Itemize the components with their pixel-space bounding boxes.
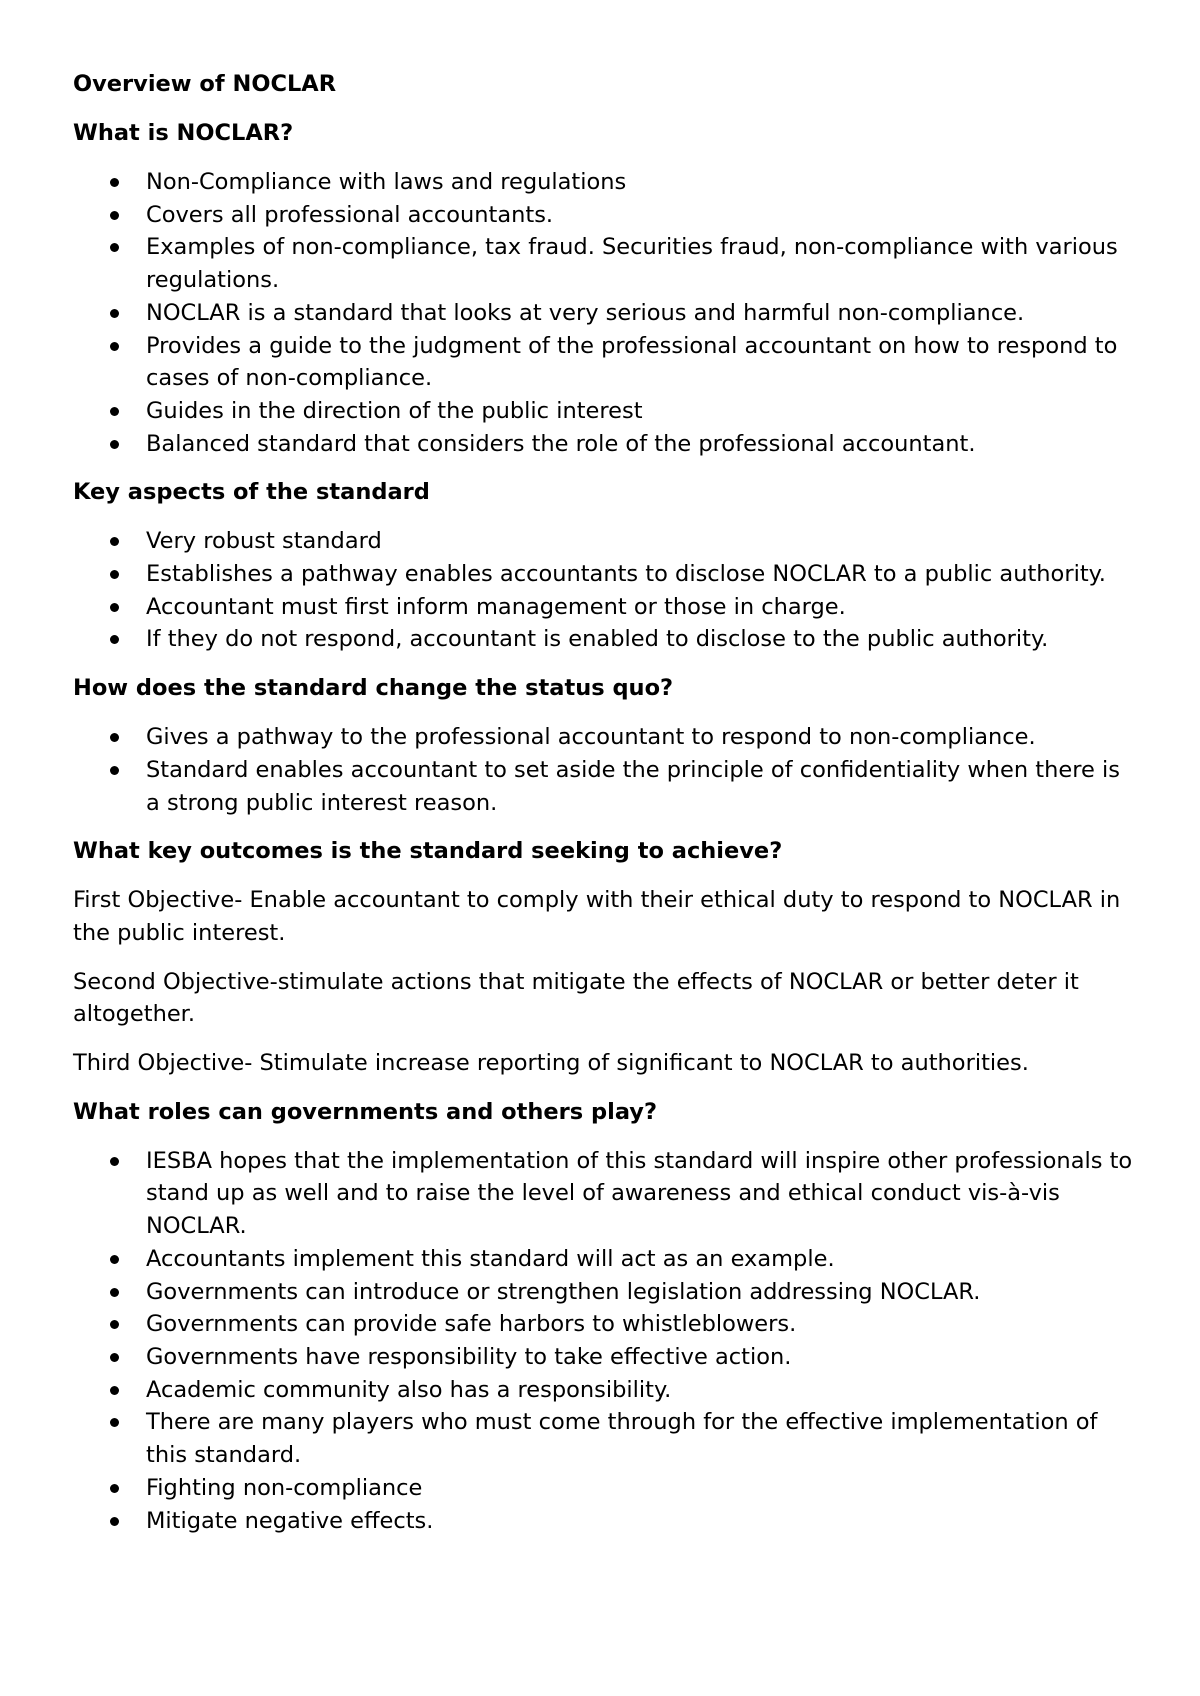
objective-paragraph: Second Objective-stimulate actions that mitigate the effects of NOCLAR or better deter it altogether.	[73, 968, 1079, 1028]
objective-paragraph: Third Objective- Stimulate increase reporting of significant to NOCLAR to authorities.	[73, 1050, 1029, 1077]
list-item	[73, 721, 1133, 754]
list-item-text: Gives a pathway to the professional accountant to respond to non-compliance.	[146, 724, 1036, 751]
list-item	[73, 1374, 1133, 1407]
section-heading: What roles can governments and others play?	[73, 1098, 658, 1125]
bullet-icon	[110, 178, 119, 187]
list-item	[73, 1308, 1133, 1341]
list-item	[73, 428, 1133, 461]
list-item	[73, 297, 1133, 330]
list-item-text: Governments have responsibility to take effective action.	[146, 1343, 792, 1370]
list-item	[73, 231, 1133, 296]
list-item-text: Very robust standard	[146, 528, 382, 555]
list-item	[73, 330, 1133, 395]
document-page	[73, 68, 1133, 1553]
section-heading: What key outcomes is the standard seeking to achieve?	[73, 838, 783, 865]
list-item-text: Covers all professional accountants.	[146, 201, 554, 228]
list-item	[73, 1145, 1133, 1243]
list-item-text: Academic community also has a responsibility.	[146, 1376, 672, 1403]
bullet-icon	[110, 1386, 119, 1395]
list-item	[73, 166, 1133, 199]
list-item-text: Accountants implement this standard will act as an example.	[146, 1245, 835, 1272]
bullet-icon	[110, 1484, 119, 1493]
section-heading: How does the standard change the status quo?	[73, 675, 674, 702]
list-item-text: Guides in the direction of the public interest	[146, 397, 643, 424]
bullet-list	[73, 166, 1133, 460]
list-item-text: IESBA hopes that the implementation of this standard will inspire other professionals to stand up as well and to raise the level of awareness and ethical conduct vis-à-vis NOCLAR.	[146, 1147, 1133, 1240]
list-item	[73, 1243, 1133, 1276]
list-item	[73, 591, 1133, 624]
list-item	[73, 525, 1133, 558]
bullet-icon	[110, 1320, 119, 1329]
bullet-icon	[110, 1353, 119, 1362]
list-item	[73, 1406, 1133, 1471]
list-item	[73, 754, 1133, 819]
list-item-text: Provides a guide to the judgment of the professional accountant on how to respond to cases of non-compliance.	[146, 332, 1118, 392]
bullet-icon	[110, 243, 119, 252]
objective-paragraph: First Objective- Enable accountant to comply with their ethical duty to respond to NOCLAR in the public interest.	[73, 887, 1121, 946]
list-item	[73, 1472, 1133, 1505]
list-item-text: Examples of non-compliance, tax fraud. Securities fraud, non-compliance with various regulations.	[146, 234, 1118, 294]
list-item-text: There are many players who must come through for the effective implementation of this standard.	[146, 1409, 1098, 1469]
bullet-list	[73, 721, 1133, 819]
bullet-icon	[110, 1157, 119, 1166]
bullet-icon	[110, 211, 119, 220]
bullet-list	[73, 1145, 1133, 1537]
bullet-list	[73, 525, 1133, 656]
list-item	[73, 1341, 1133, 1374]
bullet-icon	[110, 570, 119, 579]
bullet-icon	[110, 733, 119, 742]
list-item-text: Mitigate negative effects.	[146, 1507, 434, 1534]
list-item	[73, 199, 1133, 232]
bullet-icon	[110, 407, 119, 416]
list-item-text: Accountant must first inform management or those in charge.	[146, 593, 846, 620]
list-item-text: NOCLAR is a standard that looks at very serious and harmful non-compliance.	[146, 299, 1025, 326]
list-item-text: Balanced standard that considers the role of the professional accountant.	[146, 430, 976, 457]
section-heading: Key aspects of the standard	[73, 479, 430, 506]
list-item-text: Governments can introduce or strengthen legislation addressing NOCLAR.	[146, 1278, 981, 1305]
bullet-icon	[110, 1255, 119, 1264]
bullet-icon	[110, 635, 119, 644]
bullet-icon	[110, 309, 119, 318]
list-item-text: Non-Compliance with laws and regulations	[146, 169, 627, 195]
list-item	[73, 1276, 1133, 1309]
list-item-text: Standard enables accountant to set aside the principle of confidentiality when there is a strong public interest reason.	[146, 756, 1120, 816]
list-item-text: Establishes a pathway enables accountants to disclose NOCLAR to a public authority.	[146, 561, 1106, 588]
bullet-icon	[110, 440, 119, 449]
bullet-icon	[110, 1418, 119, 1427]
list-item-text: If they do not respond, accountant is enabled to disclose to the public authority.	[146, 626, 1049, 653]
bullet-icon	[110, 342, 119, 351]
bullet-icon	[110, 1517, 119, 1526]
bullet-icon	[110, 1288, 119, 1297]
section-heading: What is NOCLAR?	[73, 120, 294, 146]
bullet-icon	[110, 766, 119, 775]
bullet-icon	[110, 537, 119, 546]
list-item-text: Governments can provide safe harbors to whistleblowers.	[146, 1311, 797, 1338]
document-title: Overview of NOCLAR	[73, 71, 337, 97]
bullet-icon	[110, 603, 119, 612]
list-item-text: Fighting non-compliance	[146, 1474, 423, 1501]
list-item	[73, 623, 1133, 656]
list-item	[73, 1505, 1133, 1538]
list-item	[73, 558, 1133, 591]
list-item	[73, 395, 1133, 428]
